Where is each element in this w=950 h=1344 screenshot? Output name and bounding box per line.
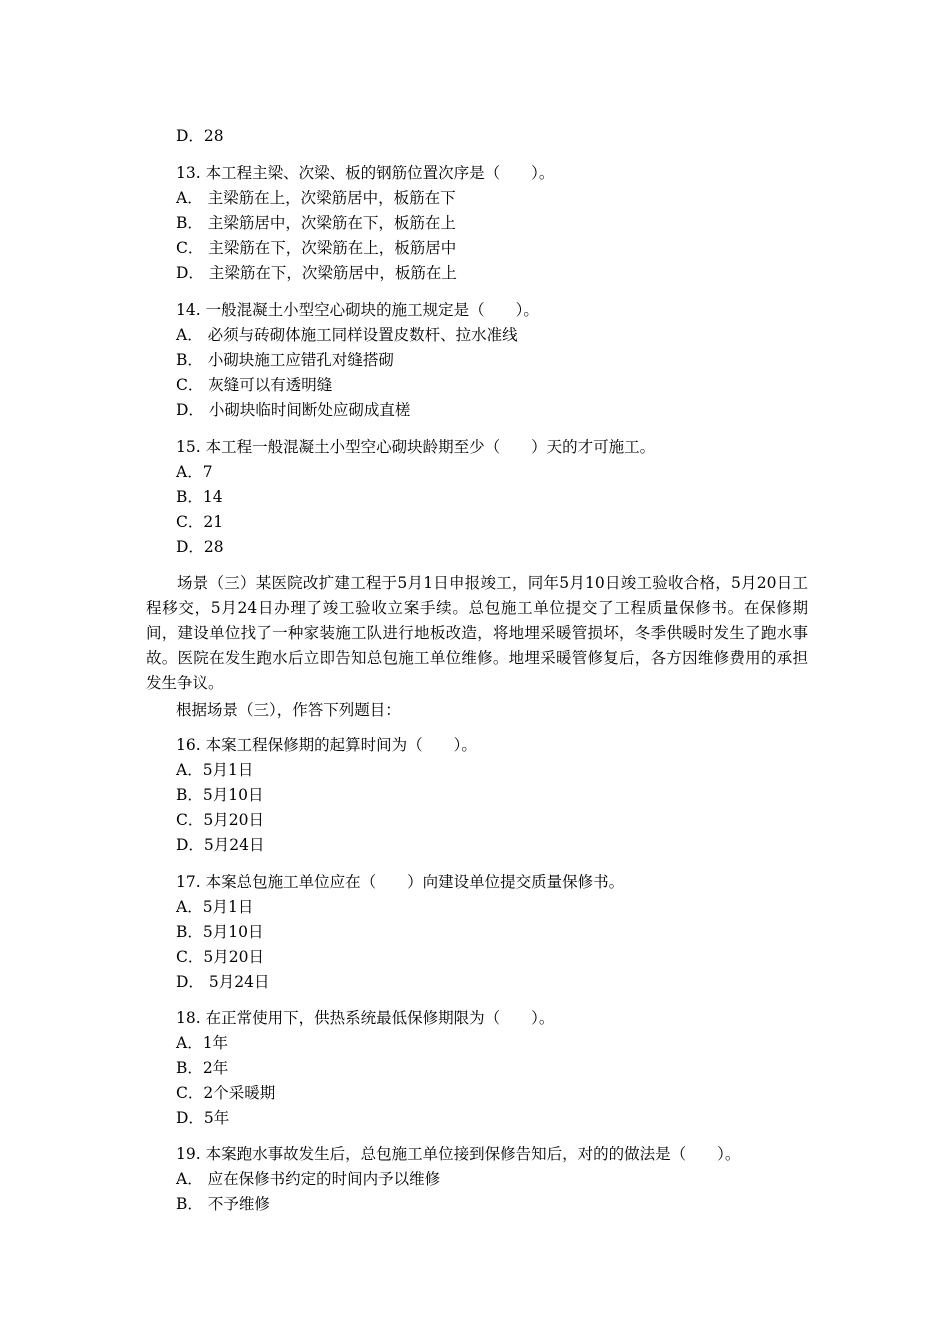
question-17-option-d: D． 5月24日 bbox=[176, 973, 270, 991]
question-18-option-d: D．5年 bbox=[176, 1109, 230, 1127]
scenario-prompt: 根据场景（三），作答下列题目： bbox=[176, 701, 401, 719]
question-17-option-b: B．5月10日 bbox=[176, 923, 264, 941]
question-16-option-a: A．5月1日 bbox=[176, 761, 254, 779]
question-16-option-b: B．5月10日 bbox=[176, 786, 264, 804]
question-19-option-a: A． 应在保修书约定的时间内予以维修 bbox=[176, 1170, 441, 1188]
question-13-option-d: D． 主梁筋在下，次梁筋居中，板筋在上 bbox=[176, 264, 457, 282]
question-18-stem: 18. 在正常使用下，供热系统最低保修期限为（ ）。 bbox=[176, 1009, 555, 1027]
question-19-stem: 19. 本案跑水事故发生后，总包施工单位接到保修告知后，对的的做法是（ ）。 bbox=[176, 1145, 741, 1163]
question-16-option-d: D．5月24日 bbox=[176, 836, 265, 854]
question-15-option-d: D．28 bbox=[176, 538, 224, 556]
question-15-stem: 15. 本工程一般混凝土小型空心砌块龄期至少（ ）天的才可施工。 bbox=[176, 438, 656, 456]
question-16-option-c: C．5月20日 bbox=[176, 811, 264, 829]
question-14-option-b: B． 小砌块施工应错孔对缝搭砌 bbox=[176, 351, 394, 369]
question-19-option-b: B． 不予维修 bbox=[176, 1195, 270, 1213]
question-13-option-b: B． 主梁筋居中，次梁筋在下，板筋在上 bbox=[176, 214, 456, 232]
question-14-option-c: C． 灰缝可以有透明缝 bbox=[176, 376, 333, 394]
question-15-option-c: C．21 bbox=[176, 513, 224, 531]
question-14-option-a: A． 必须与砖砌体施工同样设置皮数杆、拉水准线 bbox=[176, 326, 518, 344]
question-17-option-c: C．5月20日 bbox=[176, 948, 264, 966]
question-15-option-b: B．14 bbox=[176, 488, 223, 506]
question-17-stem: 17. 本案总包施工单位应在（ ）向建设单位提交质量保修书。 bbox=[176, 873, 625, 891]
scenario-paragraph: 场景（三）某医院改扩建工程于5月1日申报竣工，同年5月10日竣工验收合格，5月20日工程移交，5月24日办理了竣工验收立案手续。总包施工单位提交了工程质量保修书。在保修期间，建设单位找了一种家装施工队进行地板改造，将地埋采暖管损坏，冬季供暖时发生了跑水事故。医院在发生跑水后立即告知总包施工单位维修。地埋采暖管修复后，各方因维修费用的承担发生争议。 bbox=[146, 574, 808, 692]
question-14-stem: 14. 一般混凝土小型空心砌块的施工规定是（ ）。 bbox=[176, 301, 539, 319]
question-14-option-d: D． 小砌块临时间断处应砌成直槎 bbox=[176, 401, 411, 419]
option-d: D．28 bbox=[176, 127, 224, 145]
question-13-stem: 13. 本工程主梁、次梁、板的钢筋位置次序是（ ）。 bbox=[176, 164, 555, 182]
question-18-option-c: C．2个采暖期 bbox=[176, 1084, 276, 1102]
question-15-option-a: A．7 bbox=[176, 463, 213, 481]
question-18-option-b: B．2年 bbox=[176, 1059, 229, 1077]
question-18-option-a: A．1年 bbox=[176, 1034, 229, 1052]
question-17-option-a: A．5月1日 bbox=[176, 898, 254, 916]
question-13-option-a: A． 主梁筋在上，次梁筋居中，板筋在下 bbox=[176, 189, 456, 207]
question-16-stem: 16. 本案工程保修期的起算时间为（ ）。 bbox=[176, 736, 477, 754]
question-13-option-c: C． 主梁筋在下，次梁筋在上，板筋居中 bbox=[176, 239, 457, 257]
